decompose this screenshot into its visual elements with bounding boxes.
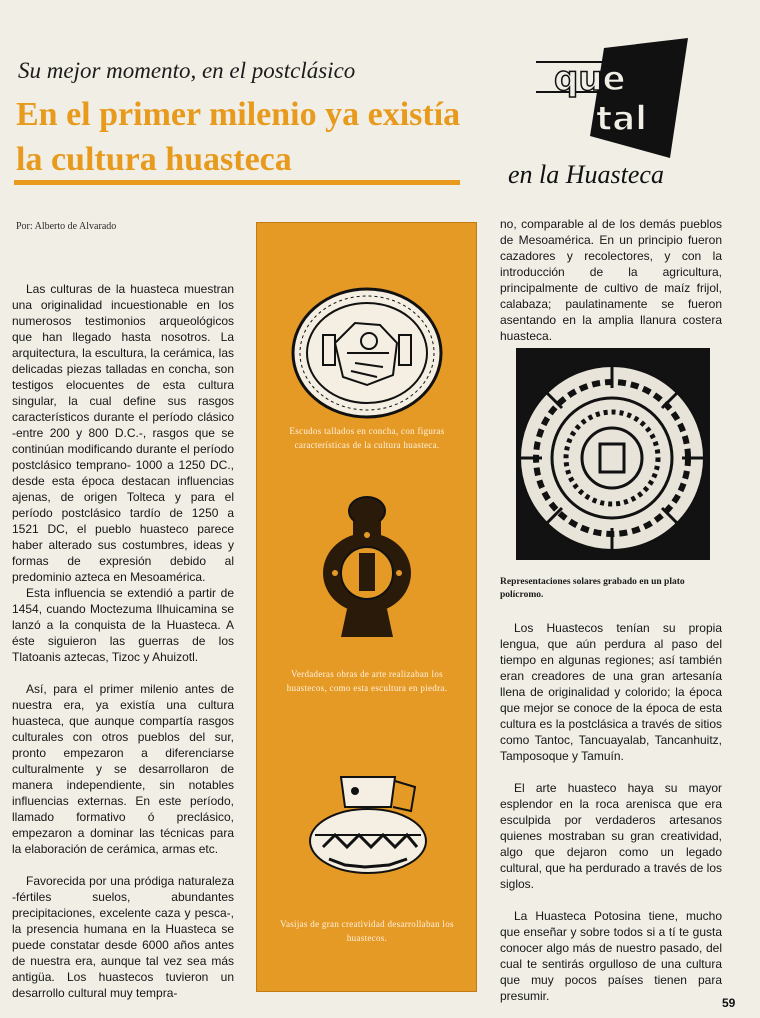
paragraph: Esta influencia se extendió a partir de 1454, cuando Moctezuma Ilhuicamina se lanzó a la conquista de la Huasteca. A éste siguieron las guerras de los Tlatoanis aztecas, Tizoc y Ahuizotl.	[12, 586, 234, 664]
article-subtitle: Su mejor momento, en el postclásico	[18, 58, 356, 83]
paragraph: Las culturas de la huasteca muestran una originalidad incuestionable en los numerosos testimonios arqueológicos que han llegado hasta nosotros. La arquitectura, la escultura, la cerámica, las delicadas piezas talladas en concha, son testigos elocuentes de esta cultura singular, la cual define sus rasgos característicos durante el período clásico -entre 200 y 800 D.C.-, rasgos que se continúan modificando durante el período postclásico temprano- 1000 a 1250 DC., desde esta época destacan influencias ajenas, de origen Tolteca y para el período postclásico tardío de 1250 a 1521 DC, el pueblo huasteco parece haber alterado sus costumbres, ideas y formas de expresión debido al predominio azteca en Mesoamérica.	[12, 282, 234, 584]
page-number: 59	[722, 996, 736, 1010]
title-underline	[14, 180, 460, 185]
stone-sculpture-illustration	[317, 491, 417, 641]
photo-caption: Representaciones solares grabado en un plato polícromo.	[500, 577, 685, 600]
carved-shell-disc-illustration	[285, 283, 449, 423]
caption-sculpture: Verdaderas obras de arte realizaban los huastecos, como esta escultura en piedra.	[286, 669, 448, 693]
logo-word-que: que	[554, 59, 626, 99]
paragraph: El arte huasteco haya su mayor esplendor en la roca arenisca que era esculpida por verdaderos artesanos quienes mostraban su gran creatividad, algo que dejaron como un legado cultural, que ha perdurado a través de los siglos.	[500, 781, 722, 891]
logo-script: en la Huasteca	[508, 160, 664, 189]
solar-plate-photo	[516, 348, 710, 560]
article-title: En el primer milenio ya existía la cultura huasteca	[16, 96, 461, 178]
painted-vessel-illustration	[305, 767, 431, 877]
paragraph: no, comparable al de los demás pueblos de Mesoamérica. En un principio fueron cazadores y recolectores, y con la introducción de la agricultura, principalmente de cultivo de maíz frijol, calabaza; paulatinamente se fueron asentando en la amplia llanura costera huasteca.	[500, 217, 722, 343]
logo-word-tal: tal	[596, 99, 647, 139]
article-column-left	[12, 281, 234, 1001]
illustration-panel	[256, 222, 477, 992]
byline: Por: Alberto de Alvarado	[16, 221, 117, 232]
article-column-right-bottom	[500, 620, 722, 1004]
paragraph: Los Huastecos tenían su propia lengua, que aún perdura al paso del tiempo en algunas regiones; así también eran creadores de una gran artesanía llena de originalidad y colorido; la época que mejor se conoce de la época de esta cultura es la postclásica a través de sitios como Tantoc, Tancuayalab, Tancanhuitz, Tamposoque y Tamuín.	[500, 621, 722, 763]
paragraph: Favorecida por una pródiga naturaleza -fértiles suelos, abundantes precipitaciones, excelente caza y pesca-, la presencia humana en la Huasteca se puede constatar desde 6000 años antes de nuestra era, aunque tal vez sea más antigüa. Los huastecos tuvieron un desarrollo cultural muy tempra-	[12, 874, 234, 1000]
paragraph: Así, para el primer milenio antes de nuestra era, ya existía una cultura huasteca, que aunque compartía rasgos culturales con otros pueblos del sur, pronto empezaron a diferenciarse culturalmente y se desarrollaron de manera independiente, sin notables influencias externas. En este período, llamado formativo ó preclásico, empezaron a dominar las técnicas para la elaboración de cerámica, armas etc.	[12, 682, 234, 856]
article-column-right-top	[500, 216, 722, 344]
caption-vessel: Vasijas de gran creatividad desarrollaban los huastecos.	[280, 919, 454, 943]
paragraph: La Huasteca Potosina tiene, mucho que enseñar y sobre todos si a tí te gusta conocer algo más de nuestro pasado, del cual te sentirás orgulloso de una cultura que muy pocos países tienen para presumir.	[500, 909, 722, 1003]
caption-shell: Escudos tallados en concha, con figuras características de la cultura huasteca.	[289, 426, 445, 450]
